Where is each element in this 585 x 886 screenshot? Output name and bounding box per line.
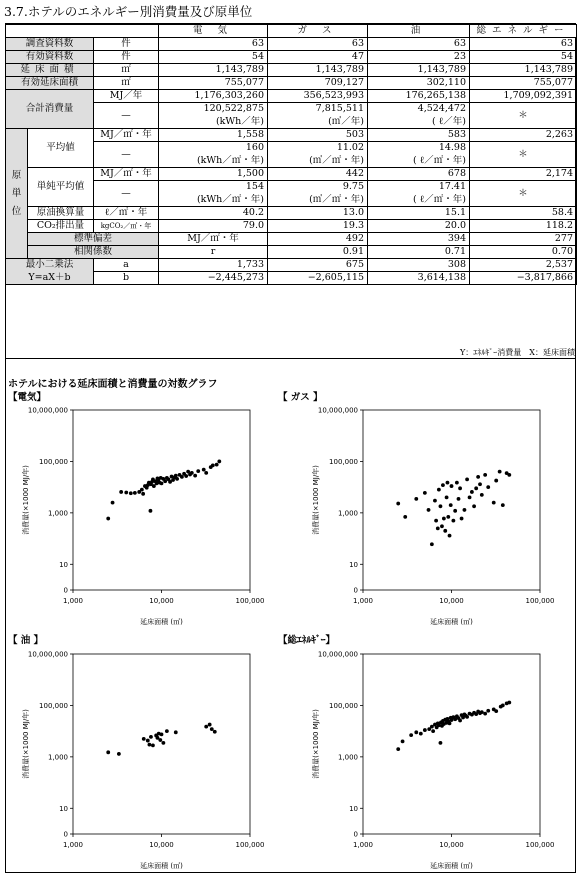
row-lsq-a (6, 259, 577, 272)
row-label-formula: Y=aX＋b (6, 272, 94, 285)
data-point (124, 491, 128, 495)
cell-value: 154 (159, 181, 268, 194)
data-point (455, 481, 459, 485)
row-label: 合計消費量 (6, 90, 94, 129)
unit-note: ( ℓ／㎡・年) (368, 194, 470, 207)
row-savg-mj (6, 168, 577, 181)
row-unit: r (159, 246, 268, 259)
cell-value: 2,537 (470, 259, 577, 272)
data-point (480, 710, 484, 714)
cell-value: 3,614,138 (368, 272, 470, 285)
data-point (453, 509, 457, 513)
cell-value: 0.91 (268, 246, 368, 259)
scatter-chart-gas (298, 402, 568, 630)
row-corr (6, 246, 577, 259)
cell-value: 675 (268, 259, 368, 272)
data-point (111, 501, 115, 505)
data-point (486, 709, 490, 713)
row-crude (6, 207, 577, 220)
cell-value: 1,143,789 (470, 64, 577, 77)
cell-value: 1,143,789 (268, 64, 368, 77)
cell-value: 63 (368, 38, 470, 51)
data-point (492, 501, 496, 505)
y-axis-label: 消費量(×1000 MJ/年) (312, 709, 320, 779)
x-axis-label: 延床面積 (㎡) (430, 618, 473, 626)
data-point (433, 499, 437, 503)
data-point (419, 732, 423, 736)
x-tick-label: 1,000 (62, 597, 84, 605)
data-point (148, 743, 152, 747)
y-tick-label: 0 (63, 830, 68, 839)
cell-value: 63 (268, 38, 368, 51)
unit-note: ( ℓ／㎡・年) (368, 155, 470, 168)
data-point (434, 519, 438, 523)
row-valid-floor (6, 77, 577, 90)
data-point (450, 484, 454, 488)
unit-note: (kWh／㎡・年) (159, 194, 268, 207)
data-point (483, 712, 487, 716)
data-point (458, 719, 462, 723)
data-point (403, 515, 407, 519)
data-point (494, 709, 498, 713)
cell-value: 9.75 (268, 181, 368, 194)
x-tick-label: 10,000 (149, 841, 174, 849)
data-point (215, 463, 219, 467)
data-point (423, 491, 427, 495)
chart-label-gas: 【 ガス 】 (278, 392, 323, 403)
unit-note: (kWh／年) (159, 116, 268, 129)
x-tick-label: 10,000 (149, 597, 174, 605)
cell-value: −2,445,273 (159, 272, 268, 285)
cell-value: 2,263 (470, 129, 577, 142)
cell-value: 47 (268, 51, 368, 64)
cell-value: 79.0 (159, 220, 268, 233)
y-axis-label: 消費量(×1000 MJ/年) (22, 465, 30, 535)
data-point (161, 741, 165, 745)
data-point (180, 475, 184, 479)
data-point (208, 723, 212, 727)
y-tick-label: 10 (349, 804, 358, 813)
cell-value: 277 (470, 233, 577, 246)
cell-value: −2,605,115 (268, 272, 368, 285)
cell-value: 583 (368, 129, 470, 142)
data-point (446, 481, 450, 485)
y-tick-label: 100,000 (329, 701, 358, 710)
data-point (448, 722, 452, 726)
data-point (501, 704, 505, 708)
table-footnote: Y：ｴﾈﾙｷﾞｰ消費量 X：延床面積 (460, 348, 575, 357)
row-unit: a (94, 259, 159, 272)
data-point (507, 473, 511, 477)
cell-value: 503 (268, 129, 368, 142)
cell-value: 308 (368, 259, 470, 272)
unit-note: (㎥／㎡・年) (268, 194, 368, 207)
data-point (151, 743, 155, 747)
data-point (446, 515, 450, 519)
data-point (430, 542, 434, 546)
section-divider (5, 358, 576, 359)
y-tick-label: 10 (349, 560, 358, 569)
cell-value: 7,815,511 (268, 103, 368, 116)
scatter-chart-total (298, 646, 568, 874)
data-point (401, 739, 405, 743)
data-point (465, 478, 469, 482)
cell-value: 442 (268, 168, 368, 181)
chart-label-total: 【総ｴﾈﾙｷﾞｰ】 (278, 635, 336, 646)
row-label: 調査資料数 (6, 38, 94, 51)
data-point (468, 495, 472, 499)
y-tick-label: 100,000 (39, 457, 68, 466)
row-unit: b (94, 272, 159, 285)
data-point (441, 483, 445, 487)
col-header-oil: 油 (368, 25, 470, 38)
cell-value: 1,143,789 (368, 64, 470, 77)
cell-value: 120,522,875 (159, 103, 268, 116)
cell-value: 492 (268, 233, 368, 246)
cell-value: 4,524,472 (368, 103, 470, 116)
row-label: 最小二乗法 (6, 259, 94, 272)
data-point (149, 735, 153, 739)
data-point (146, 739, 150, 743)
row-label: 単純平均値 (28, 168, 94, 207)
row-unit: MJ／㎡・年 (94, 168, 159, 181)
y-tick-label: 100,000 (39, 701, 68, 710)
cell-value: 755,077 (159, 77, 268, 90)
y-tick-label: 10 (59, 804, 68, 813)
page-heading: 3.7.ホテルのエネルギー別消費量及び原単位 (4, 4, 253, 19)
data-point (174, 730, 178, 734)
data-point (202, 468, 206, 472)
unit-note: (㎥／年) (268, 116, 368, 129)
data-point (396, 747, 400, 751)
data-point (160, 732, 164, 736)
data-point (443, 529, 447, 533)
row-label: 有効延床面積 (6, 77, 94, 90)
cell-value: 54 (470, 51, 577, 64)
y-tick-label: 10,000,000 (27, 650, 68, 659)
x-tick-label: 1,000 (352, 841, 374, 849)
unit-note: ( ℓ／年) (368, 116, 470, 129)
cell-value: 19.3 (268, 220, 368, 233)
cell-value: 755,077 (470, 77, 577, 90)
cell-value: 302,110 (368, 77, 470, 90)
data-point (158, 738, 162, 742)
row-lsq-b (6, 272, 577, 285)
cell-value: 160 (159, 142, 268, 155)
x-tick-label: 100,000 (235, 597, 265, 605)
data-point (437, 488, 441, 492)
data-point (463, 508, 467, 512)
data-point (163, 479, 167, 483)
data-point (476, 475, 480, 479)
row-unit: ℓ／㎡・年 (94, 207, 159, 220)
y-tick-label: 10,000,000 (317, 650, 358, 659)
cell-value: 709,127 (268, 77, 368, 90)
data-point (431, 729, 435, 733)
data-point (423, 728, 427, 732)
data-point (196, 469, 200, 473)
data-point (210, 727, 214, 731)
cell-value: 15.1 (368, 207, 470, 220)
data-point (498, 470, 502, 474)
asterisk-mark: ＊ (470, 181, 577, 207)
cell-value: 11.02 (268, 142, 368, 155)
x-tick-label: 100,000 (525, 841, 555, 849)
data-point (436, 526, 440, 530)
cell-value: 63 (470, 38, 577, 51)
y-tick-label: 1,000 (337, 753, 358, 762)
row-label: CO₂排出量 (28, 220, 94, 233)
data-point (439, 741, 443, 745)
x-axis-label: 延床面積 (㎡) (140, 618, 183, 626)
y-tick-label: 10,000,000 (317, 406, 358, 415)
cell-value: 1,176,303,260 (159, 90, 268, 103)
cell-value: 20.0 (368, 220, 470, 233)
row-unit: 件 (94, 38, 159, 51)
data-point (175, 477, 179, 481)
cell-value: 1,500 (159, 168, 268, 181)
y-tick-label: 0 (353, 586, 358, 595)
x-tick-label: 1,000 (352, 597, 374, 605)
table-header-row (6, 25, 577, 38)
data-point (478, 482, 482, 486)
chart-label-oil: 【 油 】 (8, 635, 44, 646)
cell-value: 13.0 (268, 207, 368, 220)
plot-area (363, 654, 540, 834)
y-tick-label: 10,000,000 (27, 406, 68, 415)
data-point (451, 519, 455, 523)
cell-value: 1,709,092,391 (470, 90, 577, 103)
data-point (480, 493, 484, 497)
row-co2 (6, 220, 577, 233)
data-point (457, 497, 461, 501)
y-axis-label: 消費量(×1000 MJ/年) (312, 465, 320, 535)
row-unit: MJ／㎡・年 (94, 129, 159, 142)
cell-value: 14.98 (368, 142, 470, 155)
data-point (133, 491, 137, 495)
cell-value: 23 (368, 51, 470, 64)
cell-value: 1,558 (159, 129, 268, 142)
data-point (486, 485, 490, 489)
x-axis-label: 延床面積 (㎡) (430, 862, 473, 870)
plot-area (363, 410, 540, 590)
row-total-mj (6, 90, 577, 103)
data-point (149, 509, 153, 513)
data-point (414, 730, 418, 734)
data-point (465, 715, 469, 719)
data-point (483, 473, 487, 477)
data-point (494, 479, 498, 483)
cell-value: 118.2 (470, 220, 577, 233)
asterisk-mark: ＊ (470, 103, 577, 129)
header-blank (6, 25, 159, 38)
data-point (119, 490, 123, 494)
row-valid (6, 51, 577, 64)
cell-value: −3,817,866 (470, 272, 577, 285)
data-point (204, 471, 208, 475)
data-point (106, 517, 110, 521)
row-survey (6, 38, 577, 51)
cell-value: 356,523,993 (268, 90, 368, 103)
plot-area (73, 410, 250, 590)
data-point (414, 497, 418, 501)
cell-value: 176,265,138 (368, 90, 470, 103)
row-unit: MJ／㎡・年 (159, 233, 268, 246)
row-label: 相関係数 (28, 246, 159, 259)
cell-value: 1,143,789 (159, 64, 268, 77)
data-point (507, 701, 511, 705)
data-point (470, 490, 474, 494)
row-avg-mj (6, 129, 577, 142)
data-point (117, 752, 121, 756)
data-point (440, 524, 444, 528)
data-point (501, 503, 505, 507)
data-point (409, 733, 413, 737)
cell-value: 394 (368, 233, 470, 246)
unit-note: (kWh／㎡・年) (159, 155, 268, 168)
data-point (439, 504, 443, 508)
data-point (165, 729, 169, 733)
plot-area (73, 654, 250, 834)
data-point (140, 488, 144, 492)
data-point (193, 474, 197, 478)
data-point (204, 725, 208, 729)
data-point (445, 495, 449, 499)
data-point (211, 464, 215, 468)
data-point (213, 730, 217, 734)
data-point (106, 750, 110, 754)
data-point (184, 474, 188, 478)
row-stdev (6, 233, 577, 246)
cell-value: 0.70 (470, 246, 577, 259)
data-point (142, 737, 146, 741)
row-unit: kgCO₂／㎡・年 (94, 220, 159, 233)
chart-label-electric: 【電気】 (8, 392, 47, 403)
y-tick-label: 100,000 (329, 457, 358, 466)
y-tick-label: 0 (353, 830, 358, 839)
energy-table (5, 24, 577, 285)
unit-note: (㎥／㎡・年) (268, 155, 368, 168)
row-floor (6, 64, 577, 77)
y-tick-label: 1,000 (337, 509, 358, 518)
cell-value: 63 (159, 38, 268, 51)
y-tick-label: 0 (63, 586, 68, 595)
data-point (396, 502, 400, 506)
row-group-label: 原単位 (6, 129, 28, 259)
data-point (449, 503, 453, 507)
data-point (472, 504, 476, 508)
data-point (427, 508, 431, 512)
row-unit: ㎡ (94, 64, 159, 77)
row-unit: — (94, 103, 159, 129)
cell-value: 1,733 (159, 259, 268, 272)
data-point (458, 486, 462, 490)
row-unit: MJ／年 (94, 90, 159, 103)
data-point (160, 481, 164, 485)
col-header-total: 総エネルギー (470, 25, 577, 38)
data-point (460, 517, 464, 521)
cell-value: 40.2 (159, 207, 268, 220)
row-label: 延床面積 (6, 64, 94, 77)
cell-value: 58.4 (470, 207, 577, 220)
x-tick-label: 1,000 (62, 841, 84, 849)
row-unit: — (94, 181, 159, 207)
scatter-chart-electric (8, 402, 278, 630)
data-point (474, 486, 478, 490)
row-unit: ㎡ (94, 77, 159, 90)
data-point (217, 460, 221, 464)
cell-value: 17.41 (368, 181, 470, 194)
row-unit: — (94, 142, 159, 168)
cell-value: 54 (159, 51, 268, 64)
cell-value: 2,174 (470, 168, 577, 181)
cell-value: 0.71 (368, 246, 470, 259)
x-tick-label: 100,000 (525, 597, 555, 605)
data-point (152, 484, 156, 488)
y-tick-label: 1,000 (47, 753, 68, 762)
row-label: 標準偏差 (28, 233, 159, 246)
y-tick-label: 1,000 (47, 509, 68, 518)
charts-title: ホテルにおける延床面積と消費量の対数グラフ (8, 379, 218, 390)
y-tick-label: 10 (59, 560, 68, 569)
col-header-gas: ガ ス (268, 25, 368, 38)
x-tick-label: 10,000 (439, 841, 464, 849)
data-point (442, 517, 446, 521)
x-axis-label: 延床面積 (㎡) (140, 862, 183, 870)
cell-value: 678 (368, 168, 470, 181)
y-axis-label: 消費量(×1000 MJ/年) (22, 709, 30, 779)
row-unit: 件 (94, 51, 159, 64)
data-point (141, 492, 145, 496)
col-header-electric: 電 気 (159, 25, 268, 38)
x-tick-label: 100,000 (235, 841, 265, 849)
row-label: 原油換算量 (28, 207, 94, 220)
asterisk-mark: ＊ (470, 142, 577, 168)
data-point (129, 491, 133, 495)
row-label: 平均値 (28, 129, 94, 168)
data-point (190, 471, 194, 475)
x-tick-label: 10,000 (439, 597, 464, 605)
row-label: 有効資料数 (6, 51, 94, 64)
data-point (448, 534, 452, 538)
scatter-chart-oil (8, 646, 278, 874)
